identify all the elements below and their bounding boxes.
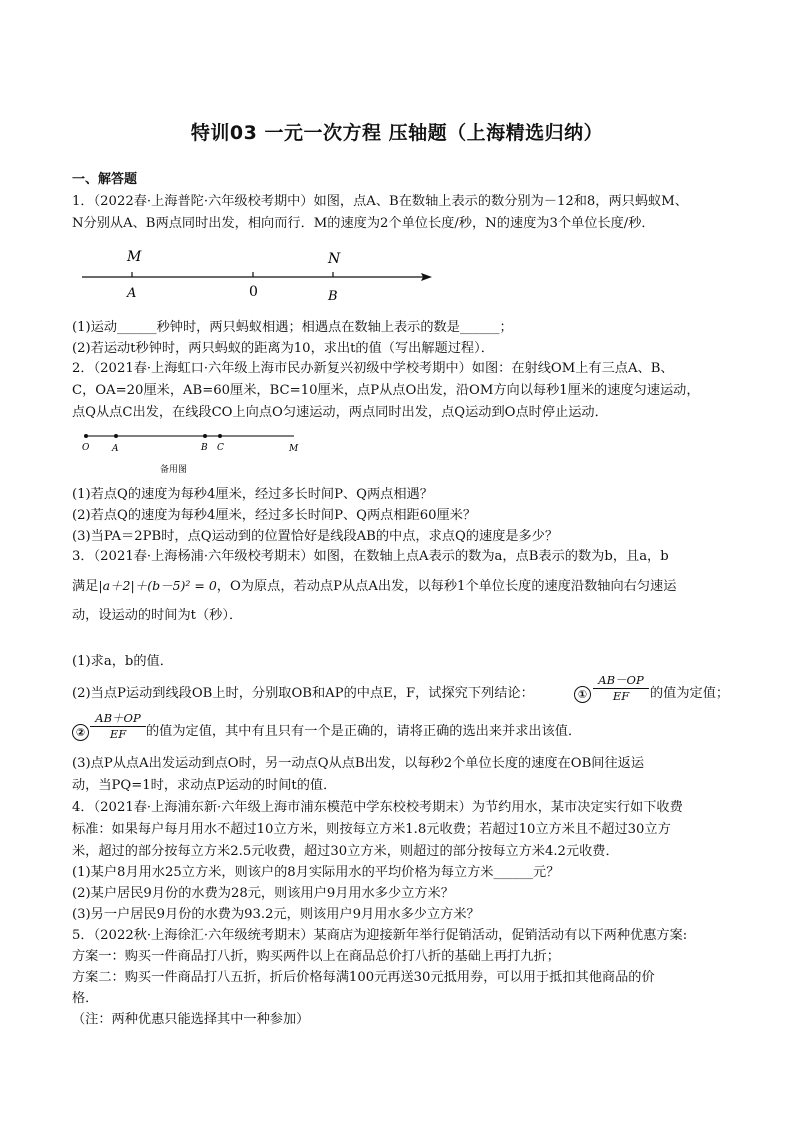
label-N: N <box>328 251 341 267</box>
point-A <box>114 434 118 438</box>
ray-label-A: A <box>112 444 119 454</box>
q4-part-2: (2)某户居民9月份的水费为28元，则该用户9月用水多少立方米？ <box>72 886 454 901</box>
q5-line-3: 方案二：购买一件商品打八五折，折后价格每满100元再送30元抵用券，可以用于抵扣其他商品的价 <box>72 970 655 985</box>
q3-part-2a: (2)当点P运动到线段OB上时，分别取OB和AP的中点E，F，试探究下列结论： <box>72 686 534 701</box>
fraction-2-numerator: AB＋OP <box>90 711 146 727</box>
fraction-1 <box>593 673 649 704</box>
number-line-figure <box>72 244 442 306</box>
q4-line-2: 标准：如果每户每月用水不超过10立方米，则按每立方米1.8元收费；若超过10立方米且不超过30立方 <box>72 822 671 837</box>
q3-line-2-end: ，O为原点，若动点P从点A出发，以每秒1个单位长度的速度沿数轴向右匀速运 <box>216 579 677 594</box>
label-A: A <box>127 286 137 301</box>
page-title: 特训03 一元一次方程 压轴题（上海精选归纳） <box>190 122 604 144</box>
q5-line-1: 5．（2022秋·上海徐汇·六年级统考期末）某商店为迎接新年举行促销活动，促销活动有以下两种优惠方案: <box>72 928 688 943</box>
q5-note: （注：两种优惠只能选择其中一种参加） <box>72 1012 310 1027</box>
circled-two-icon: ② <box>72 724 89 741</box>
label-zero: 0 <box>249 284 258 300</box>
section-heading: 一、解答题 <box>72 172 138 187</box>
point-O <box>84 434 88 438</box>
q1-part-1: (1)运动______秒钟时，两只蚂蚁相遇；相遇点在数轴上表示的数是______； <box>72 320 513 335</box>
q2-part-2: (2)若点Q的速度为每秒4厘米，经过多长时间P、Q两点相距60厘米？ <box>72 508 477 523</box>
ray-figure <box>80 428 320 478</box>
q3-line-2-start: 满足 <box>72 579 99 594</box>
ray-label-B: B <box>201 443 208 453</box>
q2-part-3: (3)当PA＝2PB时，点Q运动到的位置恰好是线段AB的中点，求点Q的速度是多少？ <box>72 529 559 544</box>
label-M: M <box>127 249 142 265</box>
ray-label-M: M <box>289 444 299 454</box>
q3-line-3: 动，设运动的时间为t（秒）． <box>72 608 243 623</box>
q3-part-2b: 的值为定值； <box>650 686 730 701</box>
q3-part-1: (1)求a，b的值． <box>72 654 173 669</box>
q1-line-1: 1．（2022春·上海普陀·六年级校考期中）如图，点A、B在数轴上表示的数分别为－12和8，两只蚂蚁M、 <box>72 194 688 209</box>
q3-line-2 <box>72 576 732 597</box>
q4-line-3: 米，超过的部分按每立方米2.5元收费，超过30立方米，则超过的部分按每立方米4.2元收费． <box>72 844 619 859</box>
circled-one-icon: ① <box>574 686 591 703</box>
q4-part-1: (1)某户8月用水25立方米，则该户的8月实际用水的平均价格为每立方米______元？ <box>72 865 560 880</box>
q2-line-2: C，OA=20厘米，AB=60厘米，BC=10厘米，点P从点O出发，沿OM方向以每秒1厘米的速度匀速运动， <box>72 383 700 398</box>
q3-equation: |a＋2|＋(b－5)² = 0 <box>98 578 217 593</box>
q3-part-2c: 的值为定值，其中有且只有一个是正确的，请将正确的选出来并求出该值． <box>146 724 582 739</box>
q5-line-4: 格． <box>72 991 99 1006</box>
figure-caption: 备用图 <box>160 465 188 475</box>
fraction-1-denominator: EF <box>612 689 630 703</box>
q5-line-2: 方案一：购买一件商品打八折，购买两件以上在商品总价打八折的基础上再打九折； <box>72 949 560 964</box>
ray-label-O: O <box>82 443 90 453</box>
q1-part-2: (2)若运动t秒钟时，两只蚂蚁的距离为10，求出t的值（写出解题过程）． <box>72 341 494 356</box>
q1-line-2: N分别从A、B两点同时出发，相向而行．M的速度为2个单位长度/秒，N的速度为3个单位长度/秒． <box>72 216 655 231</box>
q3-part-3a: (3)点P从点A出发运动到点O时，另一动点Q从点B出发，以每秒2个单位长度的速度在OB间往返运 <box>72 756 645 771</box>
ray-label-C: C <box>217 443 224 453</box>
q3-line-1: 3．（2021春·上海杨浦·六年级校考期末）如图，在数轴上点A表示的数为a，点B表示的数为b，且a，b <box>72 549 669 564</box>
q2-part-1: (1)若点Q的速度为每秒4厘米，经过多长时间P、Q两点相遇？ <box>72 487 433 502</box>
q4-line-1: 4．（2021春·上海浦东新·六年级上海市浦东模范中学东校校考期末）为节约用水，某市决定实行如下收费 <box>72 800 683 815</box>
fraction-2-denominator: EF <box>109 727 127 741</box>
point-B <box>203 434 207 438</box>
label-B: B <box>328 289 338 304</box>
fraction-2 <box>90 711 146 742</box>
q2-line-1: 2．（2021春·上海虹口·六年级上海市民办新复兴初级中学校考期中）如图：在射线OM上有三点A、B、 <box>72 361 674 376</box>
q2-line-3: 点Q从点C出发，在线段CO上向点O匀速运动，两点同时出发，点Q运动到O点时停止运动． <box>72 405 608 420</box>
point-C <box>218 434 222 438</box>
fraction-1-numerator: AB－OP <box>593 673 649 689</box>
q3-part-3b: 动，当PQ=1时，求动点P运动的时间t的值． <box>72 778 337 793</box>
q4-part-3: (3)另一户居民9月份的水费为93.2元，则该用户9月用水多少立方米？ <box>72 907 480 922</box>
